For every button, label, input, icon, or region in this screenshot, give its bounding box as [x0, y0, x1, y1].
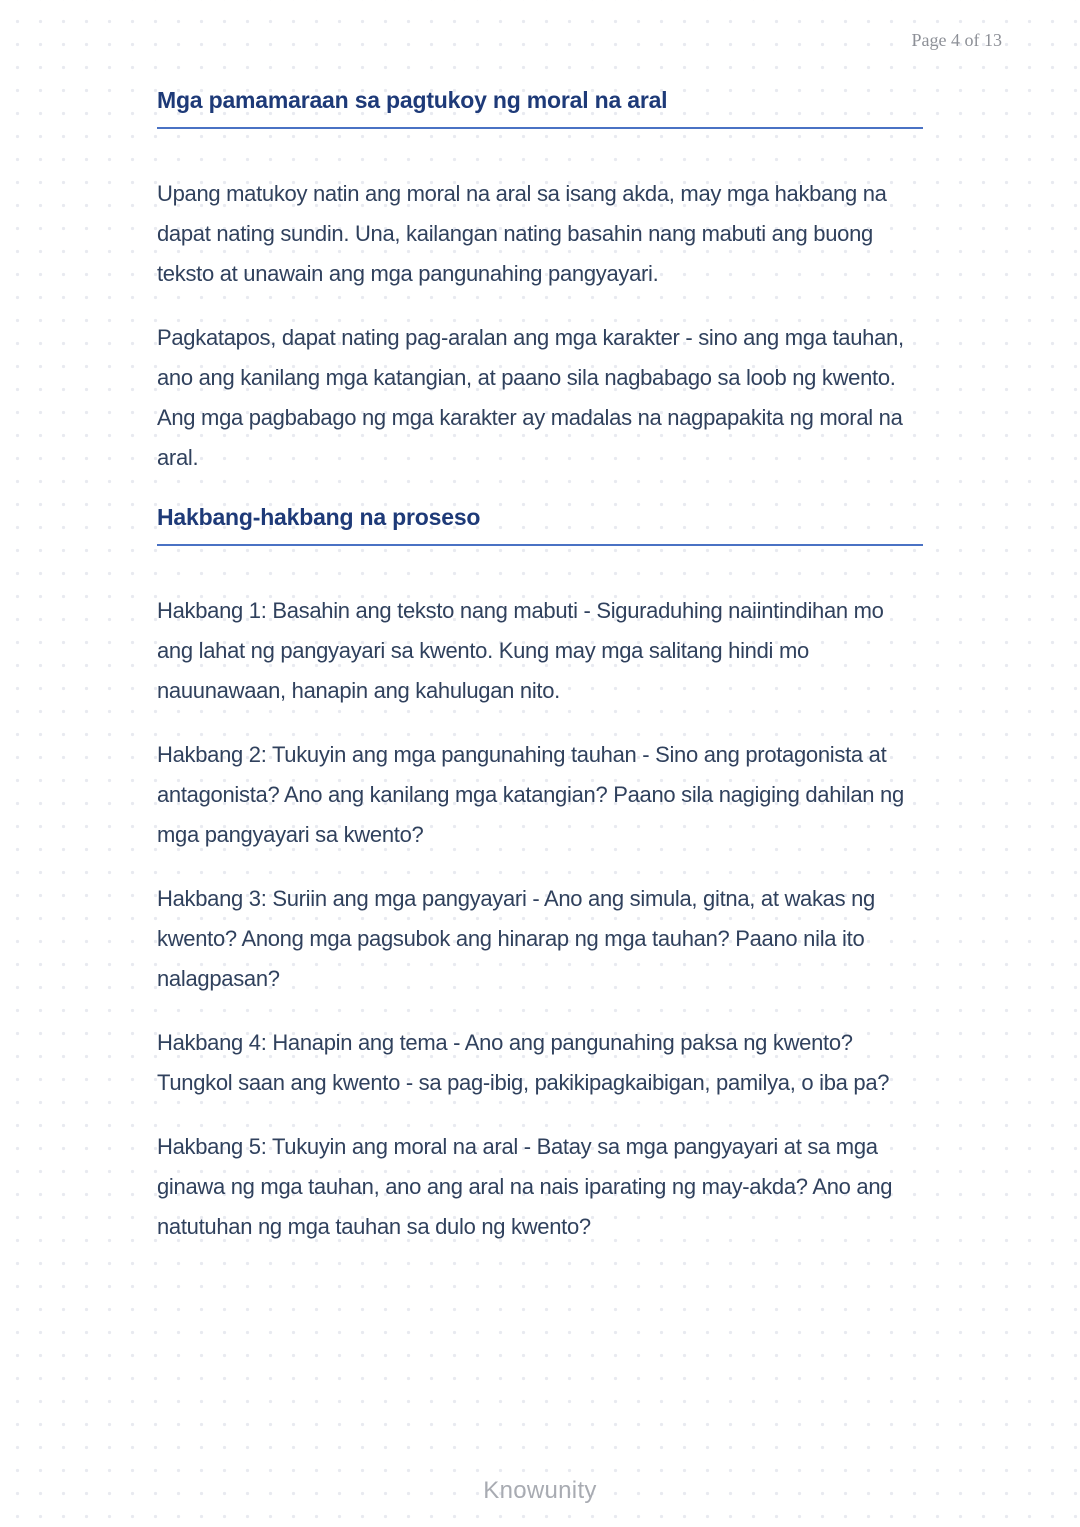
page-number: Page 4 of 13	[911, 30, 1002, 50]
paragraph-step-3: Hakbang 3: Suriin ang mga pangyayari - Ano ang simula, gitna, at wakas ng kwento? Anong mga pagsubok ang hinarap ng mga tauhan? Paano nila ito nalagpasan?	[157, 886, 875, 991]
paragraph-characters: Pagkatapos, dapat nating pag-aralan ang mga karakter - sino ang mga tauhan, ano ang kanilang mga katangian, at paano sila nagbabago sa loob ng kwento. Ang mga pagbabago ng mga karakter ay madalas na nagpapakita ng moral na aral.	[157, 325, 904, 470]
paragraph-step-1: Hakbang 1: Basahin ang teksto nang mabuti - Siguraduhing naiintindihan mo ang lahat ng pangyayari sa kwento. Kung may mga salitang hindi mo nauunawaan, hanapin ang kahulugan nito.	[157, 598, 884, 703]
paragraph-step-2: Hakbang 2: Tukuyin ang mga pangunahing tauhan - Sino ang protagonista at antagonista? Ano ang kanilang mga katangian? Paano sila nagiging dahilan ng mga pangyayari sa kwento?	[157, 742, 904, 847]
paragraph-step-5: Hakbang 5: Tukuyin ang moral na aral - Batay sa mga pangyayari at sa mga ginawa ng mga tauhan, ano ang aral na nais iparating ng may-akda? Ano ang natutuhan ng mga tauhan sa dulo ng kwento?	[157, 1134, 893, 1239]
section-heading-methods: Mga pamamaraan sa pagtukoy ng moral na aral	[157, 85, 923, 129]
paragraph-step-4: Hakbang 4: Hanapin ang tema - Ano ang pangunahing paksa ng kwento? Tungkol saan ang kwento - sa pag-ibig, pakikipagkaibigan, pamilya, o iba pa?	[157, 1030, 890, 1095]
footer-brand: Knowunity	[483, 1477, 597, 1504]
section-steps	[157, 502, 923, 1247]
paragraph-intro: Upang matukoy natin ang moral na aral sa isang akda, may mga hakbang na dapat nating sundin. Una, kailangan nating basahin nang mabuti ang buong teksto at unawain ang mga pangunahing pangyayari.	[157, 181, 887, 286]
section-methods	[157, 85, 923, 478]
section-heading-steps: Hakbang-hakbang na proseso	[157, 502, 923, 546]
